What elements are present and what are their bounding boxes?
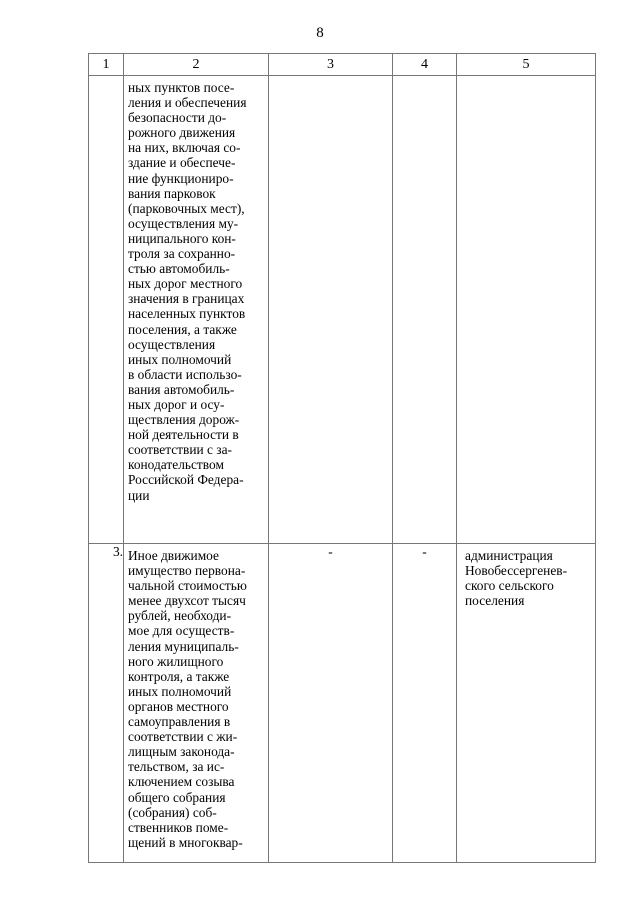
- text-line: на них, включая со-: [128, 140, 241, 156]
- column-header-2: 2: [124, 54, 269, 76]
- text-line: ных дорог и осу-: [128, 396, 225, 412]
- row-number-cell: [89, 76, 124, 544]
- text-line: самоуправления в: [128, 714, 231, 730]
- text-line: лищным законода-: [128, 744, 235, 760]
- text-line: администрация: [465, 548, 553, 563]
- text-line: рублей, необходи-: [128, 608, 232, 624]
- column-header-1: 1: [89, 54, 124, 76]
- description-text: [124, 76, 268, 506]
- text-line: ниципального кон-: [128, 230, 236, 246]
- text-line: конодательством: [128, 457, 224, 473]
- text-line: рожного движения: [128, 125, 236, 141]
- text-line: ных дорог местного: [128, 276, 243, 292]
- text-line: имущество первона-: [128, 563, 246, 579]
- description-cell: [124, 76, 269, 544]
- text-line: соответствии с жи-: [128, 729, 238, 745]
- text-line: мое для осуществ-: [128, 623, 235, 639]
- text-line: Иное движимое: [128, 548, 219, 563]
- text-line: в области использо-: [128, 366, 242, 382]
- text-line: стью автомобиль-: [128, 261, 230, 277]
- text-line: ключением созыва: [128, 774, 235, 790]
- text-line: общего собрания: [128, 789, 226, 805]
- header-row: [89, 54, 596, 76]
- text-line: поселения: [465, 593, 525, 609]
- table-row-continued: [89, 76, 596, 544]
- text-line: (парковочных мест),: [128, 200, 245, 216]
- column-3-cell: [269, 76, 393, 544]
- row-number-cell: 3.: [89, 544, 124, 863]
- text-line: ние функциониро-: [128, 170, 234, 186]
- text-line: ции: [128, 487, 150, 503]
- page-number: 8: [316, 25, 324, 41]
- text-line: поселения, а также: [128, 321, 237, 337]
- text-line: тельством, за ис-: [128, 759, 225, 775]
- responsible-cell: [457, 544, 596, 863]
- text-line: менее двухсот тысяч: [128, 593, 246, 609]
- text-line: ственников поме-: [128, 819, 229, 835]
- text-line: Российской Федера-: [128, 472, 244, 488]
- text-line: ления и обеспечения: [128, 95, 247, 111]
- text-line: ществления дорож-: [128, 412, 240, 428]
- text-line: осуществления му-: [128, 215, 239, 231]
- text-line: ной деятельности в: [128, 427, 239, 443]
- column-4-cell: -: [393, 544, 457, 863]
- column-header-4: 4: [393, 54, 457, 76]
- text-line: ных пунктов посе-: [128, 80, 235, 95]
- text-line: контроля, а также: [128, 668, 230, 684]
- text-line: чальной стоимостью: [128, 578, 247, 594]
- text-line: вания автомобиль-: [128, 381, 235, 397]
- text-line: Новобессергенев-: [465, 563, 568, 579]
- text-line: вания парковок: [128, 185, 216, 201]
- text-line: троля за сохранно-: [128, 246, 236, 262]
- text-line: органов местного: [128, 698, 229, 714]
- description-cell: [124, 544, 269, 863]
- responsible-text: [457, 544, 595, 608]
- text-line: иных полномочий: [128, 683, 232, 699]
- text-line: ного жилищного: [128, 653, 224, 669]
- text-line: ского сельского: [465, 578, 554, 594]
- column-header-3: 3: [269, 54, 393, 76]
- text-line: здание и обеспече-: [128, 155, 236, 171]
- column-3-cell: -: [269, 544, 393, 863]
- text-line: безопасности до-: [128, 110, 227, 126]
- description-text: [124, 544, 268, 853]
- table-row-3: [89, 544, 596, 863]
- property-table: [88, 53, 596, 863]
- text-line: щений в многоквар-: [128, 834, 243, 850]
- text-line: населенных пунктов: [128, 306, 246, 322]
- column-header-5: 5: [457, 54, 596, 76]
- text-line: (собрания) соб-: [128, 804, 217, 820]
- responsible-cell: [457, 76, 596, 544]
- text-line: иных полномочий: [128, 351, 232, 367]
- text-line: значения в границах: [128, 291, 245, 307]
- text-line: ления муниципаль-: [128, 638, 239, 654]
- text-line: соответствии с за-: [128, 442, 232, 458]
- text-line: осуществления: [128, 336, 216, 352]
- column-4-cell: [393, 76, 457, 544]
